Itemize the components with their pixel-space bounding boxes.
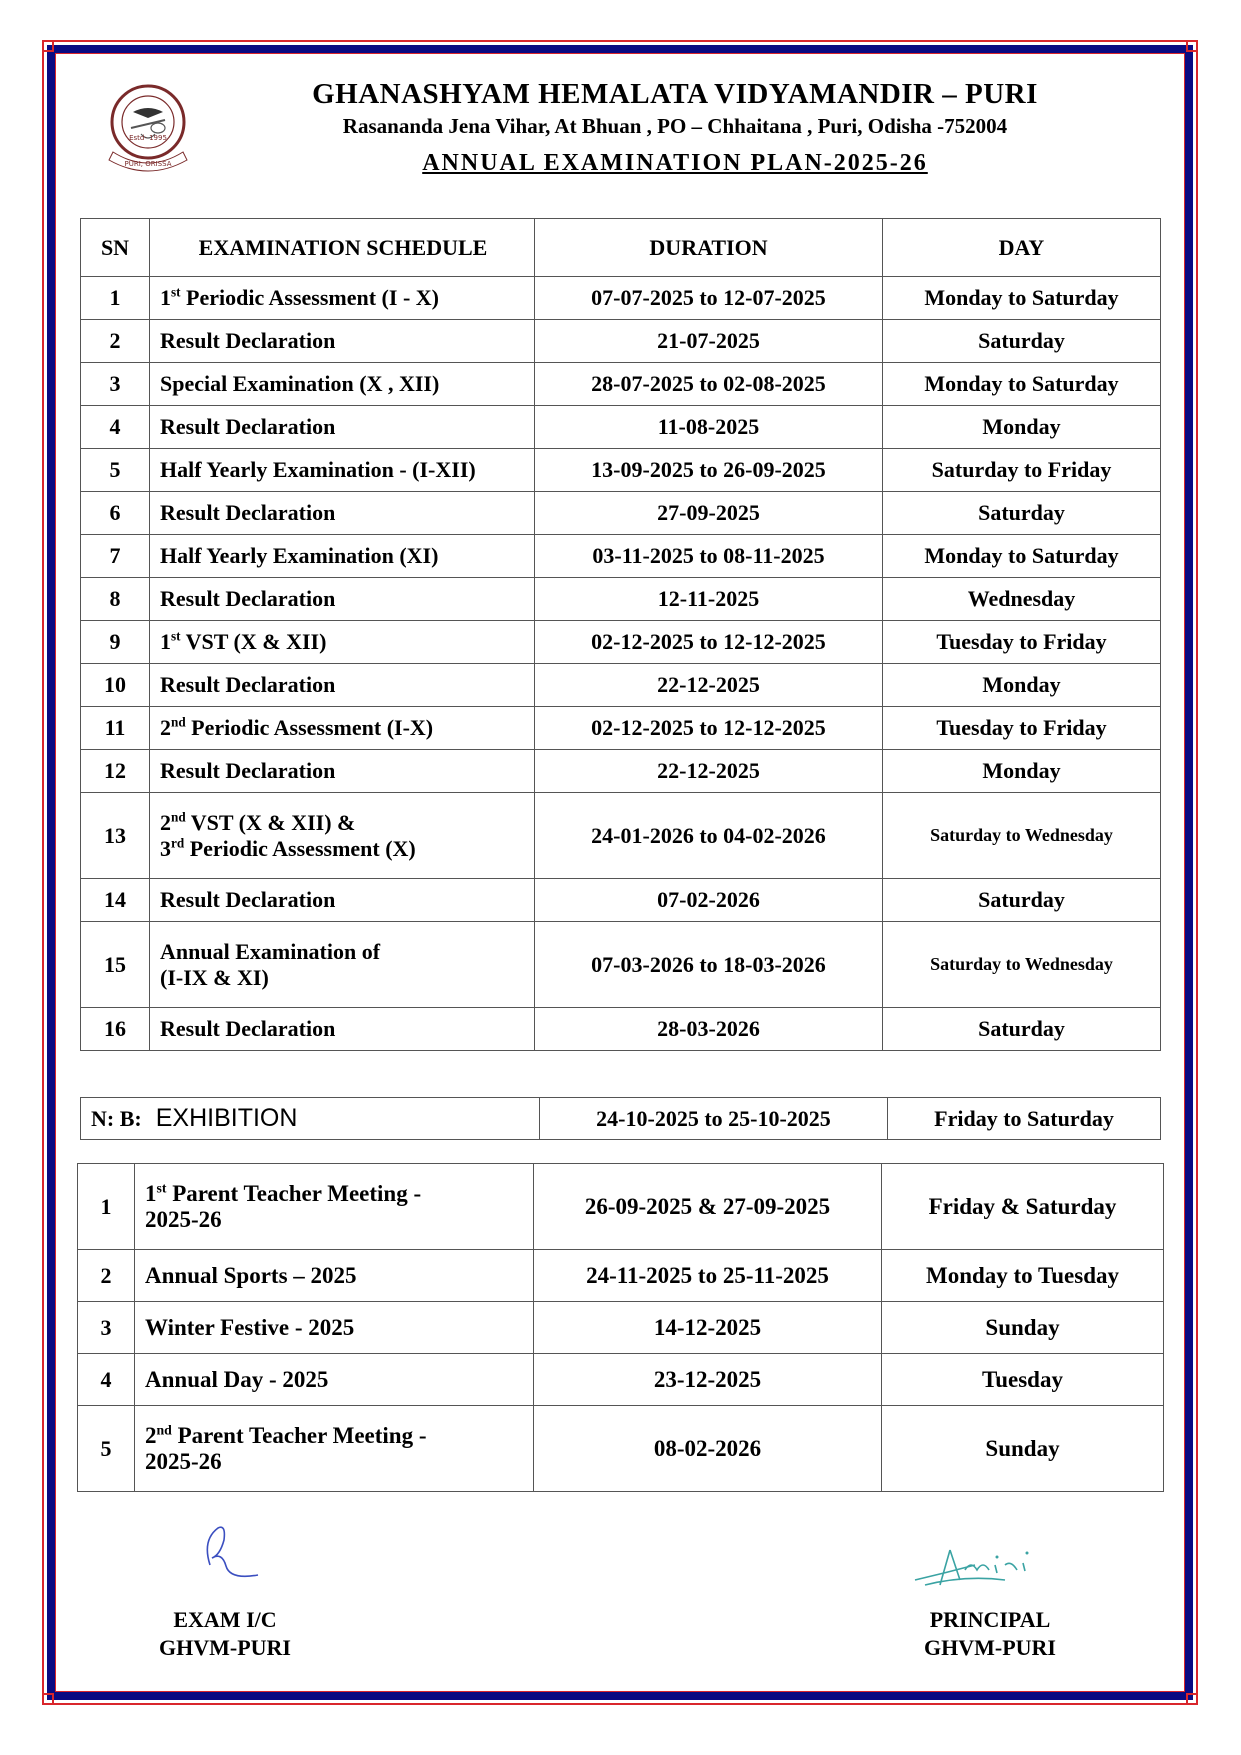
ordinal-number: 3 <box>160 835 171 861</box>
school-name: GHANASHYAM HEMALATA VIDYAMANDIR – PURI <box>312 78 1038 110</box>
row-day: Tuesday to Friday <box>883 621 1161 664</box>
ordinal-suffix: st <box>171 628 181 644</box>
row-schedule <box>135 1354 534 1406</box>
row-schedule <box>150 492 535 535</box>
row-sn: 14 <box>81 879 150 922</box>
table-row <box>78 1250 1164 1302</box>
table-row <box>81 621 1161 664</box>
row-day: Monday <box>883 406 1161 449</box>
frame-corner <box>1186 40 1198 52</box>
row-schedule <box>150 1008 535 1051</box>
row-duration: 22-12-2025 <box>535 750 883 793</box>
row-schedule <box>150 320 535 363</box>
schedule-text: Half Yearly Examination (XI) <box>160 543 439 568</box>
row-day: Saturday <box>883 1008 1161 1051</box>
row-duration: 03-11-2025 to 08-11-2025 <box>535 535 883 578</box>
row-day: Saturday <box>883 492 1161 535</box>
note-prefix: N: B: <box>91 1106 142 1131</box>
col-day: DAY <box>883 219 1161 277</box>
row-day: Saturday to Friday <box>883 449 1161 492</box>
row-sn: 6 <box>81 492 150 535</box>
row-duration: 28-03-2026 <box>535 1008 883 1051</box>
table-row <box>81 449 1161 492</box>
table-row <box>81 707 1161 750</box>
frame-corner <box>42 40 54 52</box>
row-schedule <box>150 277 535 320</box>
row-schedule <box>150 621 535 664</box>
schedule-text: Result Declaration <box>160 414 336 439</box>
events-table <box>77 1163 1164 1492</box>
table-row <box>81 1008 1161 1051</box>
schedule-text: Periodic Assessment (I-X) <box>185 715 434 740</box>
ordinal-number: 2 <box>145 1422 157 1448</box>
school-emblem-icon <box>103 82 193 172</box>
row-duration: 22-12-2025 <box>535 664 883 707</box>
row-duration: 07-07-2025 to 12-07-2025 <box>535 277 883 320</box>
exhibition-day: Friday to Saturday <box>888 1098 1161 1140</box>
row-duration: 28-07-2025 to 02-08-2025 <box>535 363 883 406</box>
ordinal-suffix: nd <box>156 1421 172 1437</box>
schedule-text: Result Declaration <box>160 887 336 912</box>
ordinal-number: 1 <box>160 629 171 654</box>
row-duration: 02-12-2025 to 12-12-2025 <box>535 621 883 664</box>
row-day: Sunday <box>882 1302 1164 1354</box>
principal-signature <box>905 1535 1055 1600</box>
row-sn: 5 <box>78 1406 135 1492</box>
table-row <box>81 320 1161 363</box>
row-duration: 12-11-2025 <box>535 578 883 621</box>
row-day: Friday & Saturday <box>882 1164 1164 1250</box>
schedule-text: Annual Examination of <box>160 938 381 964</box>
row-duration: 07-02-2026 <box>535 879 883 922</box>
row-schedule <box>150 750 535 793</box>
exam-ic-signature-block <box>150 1606 300 1662</box>
row-sn: 4 <box>78 1354 135 1406</box>
row-schedule <box>135 1164 534 1250</box>
row-sn: 8 <box>81 578 150 621</box>
table-row <box>81 492 1161 535</box>
schedule-text: Result Declaration <box>160 1016 336 1041</box>
ordinal-suffix: nd <box>171 714 186 730</box>
row-day: Sunday <box>882 1406 1164 1492</box>
ordinal-suffix: rd <box>171 835 185 851</box>
row-duration: 23-12-2025 <box>534 1354 882 1406</box>
schedule-text: Winter Festive - 2025 <box>145 1314 355 1340</box>
principal-role: PRINCIPAL <box>929 1607 1051 1632</box>
row-schedule <box>150 879 535 922</box>
row-schedule <box>150 406 535 449</box>
row-sn: 2 <box>81 320 150 363</box>
ordinal-number: 2 <box>160 715 171 740</box>
row-day: Tuesday <box>882 1354 1164 1406</box>
exam-ic-signature <box>190 1520 270 1590</box>
row-day: Monday <box>883 750 1161 793</box>
schedule-text: 2025-26 <box>145 1206 222 1232</box>
row-sn: 3 <box>78 1302 135 1354</box>
schedule-text: VST (X & XII) <box>180 629 327 654</box>
row-schedule <box>150 363 535 406</box>
exhibition-note-table <box>80 1097 1161 1140</box>
exhibition-row <box>81 1098 1161 1140</box>
schedule-text: (I-IX & XI) <box>160 964 269 990</box>
row-schedule <box>150 449 535 492</box>
schedule-text: Parent Teacher Meeting - <box>166 1180 422 1206</box>
table-row <box>78 1164 1164 1250</box>
table-row <box>81 535 1161 578</box>
row-duration: 02-12-2025 to 12-12-2025 <box>535 707 883 750</box>
row-day: Saturday <box>883 879 1161 922</box>
table-row <box>81 406 1161 449</box>
schedule-text: Result Declaration <box>160 586 336 611</box>
row-schedule <box>150 535 535 578</box>
exhibition-label: EXHIBITION <box>155 1104 298 1132</box>
row-duration: 11-08-2025 <box>535 406 883 449</box>
row-schedule <box>150 707 535 750</box>
row-sn: 2 <box>78 1250 135 1302</box>
logo-estd: Estd- 1995 <box>129 134 167 142</box>
schedule-text: VST (X & XII) & <box>185 809 356 835</box>
table-row <box>81 879 1161 922</box>
table-row <box>81 277 1161 320</box>
schedule-text: Result Declaration <box>160 672 336 697</box>
schedule-text: Periodic Assessment (X) <box>184 835 416 861</box>
table-header-row <box>81 219 1161 277</box>
schedule-text: Parent Teacher Meeting - <box>171 1422 427 1448</box>
row-day: Monday to Saturday <box>883 363 1161 406</box>
exhibition-duration: 24-10-2025 to 25-10-2025 <box>540 1098 888 1140</box>
table-row <box>81 578 1161 621</box>
principal-org: GHVM-PURI <box>924 1635 1056 1660</box>
row-sn: 4 <box>81 406 150 449</box>
schedule-text: 2025-26 <box>145 1448 222 1474</box>
table-row <box>81 750 1161 793</box>
row-sn: 15 <box>81 922 150 1008</box>
row-duration: 21-07-2025 <box>535 320 883 363</box>
plan-title: ANNUAL EXAMINATION PLAN-2025-26 <box>422 150 928 176</box>
row-day: Monday <box>883 664 1161 707</box>
row-sn: 10 <box>81 664 150 707</box>
table-row <box>78 1302 1164 1354</box>
row-schedule <box>150 793 535 879</box>
row-duration: 27-09-2025 <box>535 492 883 535</box>
row-schedule <box>135 1250 534 1302</box>
row-day: Saturday to Wednesday <box>883 922 1161 1008</box>
row-sn: 13 <box>81 793 150 879</box>
row-sn: 7 <box>81 535 150 578</box>
exam-ic-org: GHVM-PURI <box>159 1635 291 1660</box>
ordinal-number: 1 <box>160 285 171 310</box>
row-schedule <box>150 578 535 621</box>
row-sn: 12 <box>81 750 150 793</box>
row-sn: 11 <box>81 707 150 750</box>
table-row <box>81 922 1161 1008</box>
row-day: Tuesday to Friday <box>883 707 1161 750</box>
row-day: Monday to Saturday <box>883 277 1161 320</box>
row-sn: 3 <box>81 363 150 406</box>
exam-schedule-table <box>80 218 1161 1051</box>
table-row <box>78 1354 1164 1406</box>
exhibition-label-cell <box>81 1098 540 1140</box>
row-sn: 5 <box>81 449 150 492</box>
row-duration: 24-01-2026 to 04-02-2026 <box>535 793 883 879</box>
table-row <box>81 793 1161 879</box>
row-sn: 16 <box>81 1008 150 1051</box>
schedule-text: Annual Sports – 2025 <box>145 1262 357 1288</box>
row-schedule <box>135 1302 534 1354</box>
schedule-text: Periodic Assessment (I - X) <box>180 285 439 310</box>
exam-ic-role: EXAM I/C <box>173 1607 277 1632</box>
ordinal-suffix: st <box>171 284 181 300</box>
ordinal-suffix: st <box>156 1179 167 1195</box>
col-duration: DURATION <box>535 219 883 277</box>
col-schedule: EXAMINATION SCHEDULE <box>150 219 535 277</box>
schedule-text: Annual Day - 2025 <box>145 1366 329 1392</box>
col-sn: SN <box>81 219 150 277</box>
table-row <box>81 664 1161 707</box>
schedule-text: Result Declaration <box>160 758 336 783</box>
ordinal-suffix: nd <box>171 809 186 825</box>
row-sn: 1 <box>81 277 150 320</box>
schedule-text: Half Yearly Examination - (I-XII) <box>160 457 476 482</box>
frame-corner <box>1186 1693 1198 1705</box>
row-day: Saturday to Wednesday <box>883 793 1161 879</box>
row-duration: 14-12-2025 <box>534 1302 882 1354</box>
row-day: Wednesday <box>883 578 1161 621</box>
row-sn: 9 <box>81 621 150 664</box>
schedule-text: Special Examination (X , XII) <box>160 371 440 396</box>
row-duration: 08-02-2026 <box>534 1406 882 1492</box>
row-duration: 24-11-2025 to 25-11-2025 <box>534 1250 882 1302</box>
row-day: Monday to Saturday <box>883 535 1161 578</box>
row-day: Monday to Tuesday <box>882 1250 1164 1302</box>
row-sn: 1 <box>78 1164 135 1250</box>
frame-corner <box>42 1693 54 1705</box>
school-address: Rasananda Jena Vihar, At Bhuan , PO – Chhaitana , Puri, Odisha -752004 <box>342 114 1008 138</box>
row-schedule <box>150 922 535 1008</box>
logo-ribbon: PURI, ORISSA <box>124 160 172 168</box>
principal-signature-block <box>905 1606 1075 1662</box>
row-schedule <box>135 1406 534 1492</box>
row-schedule <box>150 664 535 707</box>
row-day: Saturday <box>883 320 1161 363</box>
row-duration: 26-09-2025 & 27-09-2025 <box>534 1164 882 1250</box>
table-row <box>78 1406 1164 1492</box>
schedule-text: Result Declaration <box>160 328 336 353</box>
schedule-text: Result Declaration <box>160 500 336 525</box>
ordinal-number: 2 <box>160 809 171 835</box>
row-duration: 07-03-2026 to 18-03-2026 <box>535 922 883 1008</box>
table-row <box>81 363 1161 406</box>
row-duration: 13-09-2025 to 26-09-2025 <box>535 449 883 492</box>
ordinal-number: 1 <box>145 1180 157 1206</box>
